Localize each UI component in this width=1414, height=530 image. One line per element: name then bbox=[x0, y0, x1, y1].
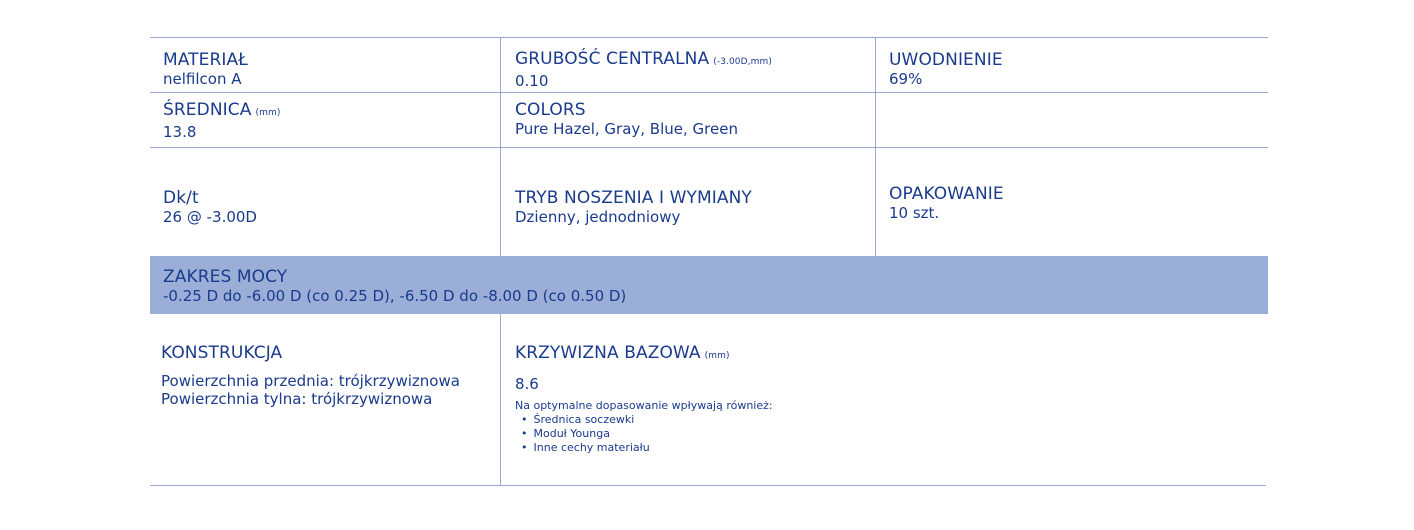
construction-label: KONSTRUKCJA bbox=[161, 343, 283, 363]
material-cell bbox=[163, 50, 248, 88]
thickness-label-row bbox=[515, 49, 772, 72]
rule bbox=[150, 37, 1268, 38]
dkt-cell bbox=[163, 188, 257, 226]
package-value: 10 szt. bbox=[889, 204, 940, 222]
colors-value: Pure Hazel, Gray, Blue, Green bbox=[515, 120, 738, 138]
wear-cell bbox=[515, 188, 752, 226]
power-range-band bbox=[150, 256, 1268, 314]
thickness-unit: (-3.00D,mm) bbox=[713, 57, 772, 67]
material-label: MATERIAŁ bbox=[163, 50, 248, 70]
power-value: -0.25 D do -6.00 D (co 0.25 D), -6.50 D do -8.00 D (co 0.50 D) bbox=[163, 287, 627, 305]
rule bbox=[500, 314, 501, 485]
basecurve-unit: (mm) bbox=[704, 351, 730, 361]
fitting-notes bbox=[515, 399, 773, 455]
colors-cell bbox=[515, 100, 738, 138]
rule bbox=[150, 147, 1268, 148]
basecurve-cell bbox=[515, 343, 773, 455]
dkt-label: Dk/t bbox=[163, 188, 199, 208]
diameter-label: ŚREDNICA bbox=[163, 100, 252, 120]
package-label: OPAKOWANIE bbox=[889, 184, 1004, 204]
construction-cell bbox=[161, 343, 460, 408]
hydration-cell bbox=[889, 50, 1003, 88]
thickness-cell bbox=[515, 49, 772, 90]
power-label: ZAKRES MOCY bbox=[163, 267, 288, 287]
package-cell bbox=[889, 184, 1004, 222]
basecurve-label: KRZYWIZNA BAZOWA bbox=[515, 343, 701, 363]
list-item: • Inne cechy materiału bbox=[521, 441, 773, 455]
hydration-value: 69% bbox=[889, 70, 923, 88]
fitting-note-list bbox=[515, 413, 773, 455]
diameter-label-row bbox=[163, 100, 280, 123]
fitting-note-intro: Na optymalne dopasowanie wpływają również: bbox=[515, 399, 773, 412]
wear-value: Dzienny, jednodniowy bbox=[515, 208, 681, 226]
rule bbox=[500, 37, 501, 256]
dkt-value: 26 @ -3.00D bbox=[163, 208, 257, 226]
basecurve-label-row bbox=[515, 343, 773, 366]
diameter-value: 13.8 bbox=[163, 123, 197, 141]
material-value: nelfilcon A bbox=[163, 70, 242, 88]
colors-label: COLORS bbox=[515, 100, 586, 120]
power-cell bbox=[163, 267, 626, 305]
thickness-label: GRUBOŚĆ CENTRALNA bbox=[515, 49, 710, 69]
hydration-label: UWODNIENIE bbox=[889, 50, 1003, 70]
thickness-value: 0.10 bbox=[515, 72, 549, 90]
construction-line-front: Powierzchnia przednia: trójkrzywiznowa bbox=[161, 372, 460, 390]
list-item: • Średnica soczewki bbox=[521, 413, 773, 427]
rule bbox=[150, 485, 1266, 486]
rule bbox=[875, 37, 876, 256]
basecurve-value: 8.6 bbox=[515, 375, 539, 393]
diameter-cell bbox=[163, 100, 280, 141]
construction-line-back: Powierzchnia tylna: trójkrzywiznowa bbox=[161, 390, 433, 408]
diameter-unit: (mm) bbox=[255, 108, 281, 118]
rule bbox=[150, 92, 1268, 93]
list-item: • Moduł Younga bbox=[521, 427, 773, 441]
wear-label: TRYB NOSZENIA I WYMIANY bbox=[515, 188, 752, 208]
